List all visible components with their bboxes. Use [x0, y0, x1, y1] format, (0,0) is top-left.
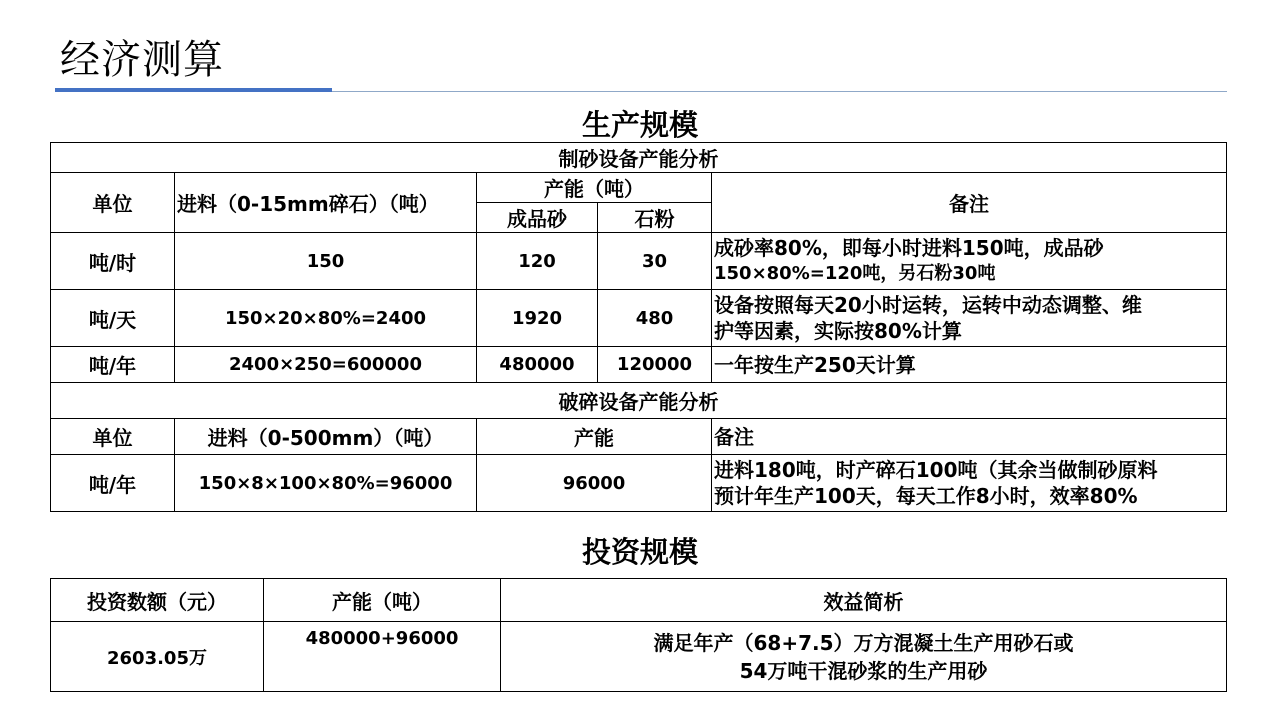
row-remark	[712, 233, 1227, 290]
header-finished-sand: 成品砂	[477, 203, 598, 233]
header-unit: 单位	[51, 419, 175, 455]
row-feed: 2400×250=600000	[175, 347, 477, 383]
row-sand: 120	[477, 233, 598, 290]
benefit-line: 54万吨干混砂浆的生产用砂	[739, 658, 988, 683]
page-title: 经济测算	[60, 37, 224, 83]
header-capacity: 产能（吨）	[264, 579, 501, 622]
row-capacity: 96000	[477, 455, 712, 512]
header-capacity: 产能（吨）	[477, 173, 712, 203]
investment-heading: 投资规模	[581, 535, 698, 569]
header-feed: 进料（0-500mm）（吨）	[175, 419, 477, 455]
table-row	[51, 455, 1227, 512]
remark-line: 进料180吨，时产碎石100吨（其余当做制砂原料	[714, 458, 1158, 482]
row-remark	[712, 455, 1227, 512]
row-amount: 2603.05万	[51, 622, 264, 692]
crush-section-title: 破碎设备产能分析	[51, 383, 1227, 419]
table-row	[51, 347, 1227, 383]
row-powder: 30	[598, 233, 712, 290]
row-benefit	[501, 622, 1227, 692]
row-sand: 1920	[477, 290, 598, 347]
benefit-line: 满足年产（68+7.5）万方混凝土生产用砂石或	[653, 630, 1074, 655]
production-table	[50, 142, 1227, 512]
table-row	[51, 622, 1227, 692]
remark-line: 护等因素，实际按80%计算	[714, 319, 962, 343]
row-remark	[712, 347, 1227, 383]
remark-line: 成砂率80%，即每小时进料150吨，成品砂	[714, 236, 1104, 260]
header-benefit: 效益简析	[501, 579, 1227, 622]
row-feed: 150×20×80%=2400	[175, 290, 477, 347]
row-sand: 480000	[477, 347, 598, 383]
row-feed: 150×8×100×80%=96000	[175, 455, 477, 512]
row-unit: 吨/年	[51, 455, 175, 512]
row-powder: 120000	[598, 347, 712, 383]
header-remark: 备注	[712, 173, 1227, 233]
header-stone-powder: 石粉	[598, 203, 712, 233]
table-row	[51, 290, 1227, 347]
remark-line: 设备按照每天20小时运转，运转中动态调整、维	[714, 293, 1142, 317]
header-feed: 进料（0-15mm碎石）（吨）	[175, 173, 477, 233]
row-capacity: 480000+96000	[264, 622, 501, 692]
row-unit: 吨/天	[51, 290, 175, 347]
investment-table	[50, 578, 1227, 692]
row-unit: 吨/年	[51, 347, 175, 383]
remark-line: 150×80%=120吨，另石粉30吨	[714, 263, 996, 284]
remark-line: 一年按生产250天计算	[714, 352, 916, 377]
header-unit: 单位	[51, 173, 175, 233]
production-heading: 生产规模	[581, 108, 698, 142]
header-amount: 投资数额（元）	[51, 579, 264, 622]
row-unit: 吨/时	[51, 233, 175, 290]
header-remark: 备注	[712, 419, 1227, 455]
row-remark	[712, 290, 1227, 347]
row-powder: 480	[598, 290, 712, 347]
table-row	[51, 233, 1227, 290]
remark-line: 预计年生产100天，每天工作8小时，效率80%	[714, 484, 1138, 508]
header-capacity: 产能	[477, 419, 712, 455]
row-feed: 150	[175, 233, 477, 290]
title-accent-bar	[55, 88, 332, 92]
sand-section-title: 制砂设备产能分析	[51, 143, 1227, 173]
